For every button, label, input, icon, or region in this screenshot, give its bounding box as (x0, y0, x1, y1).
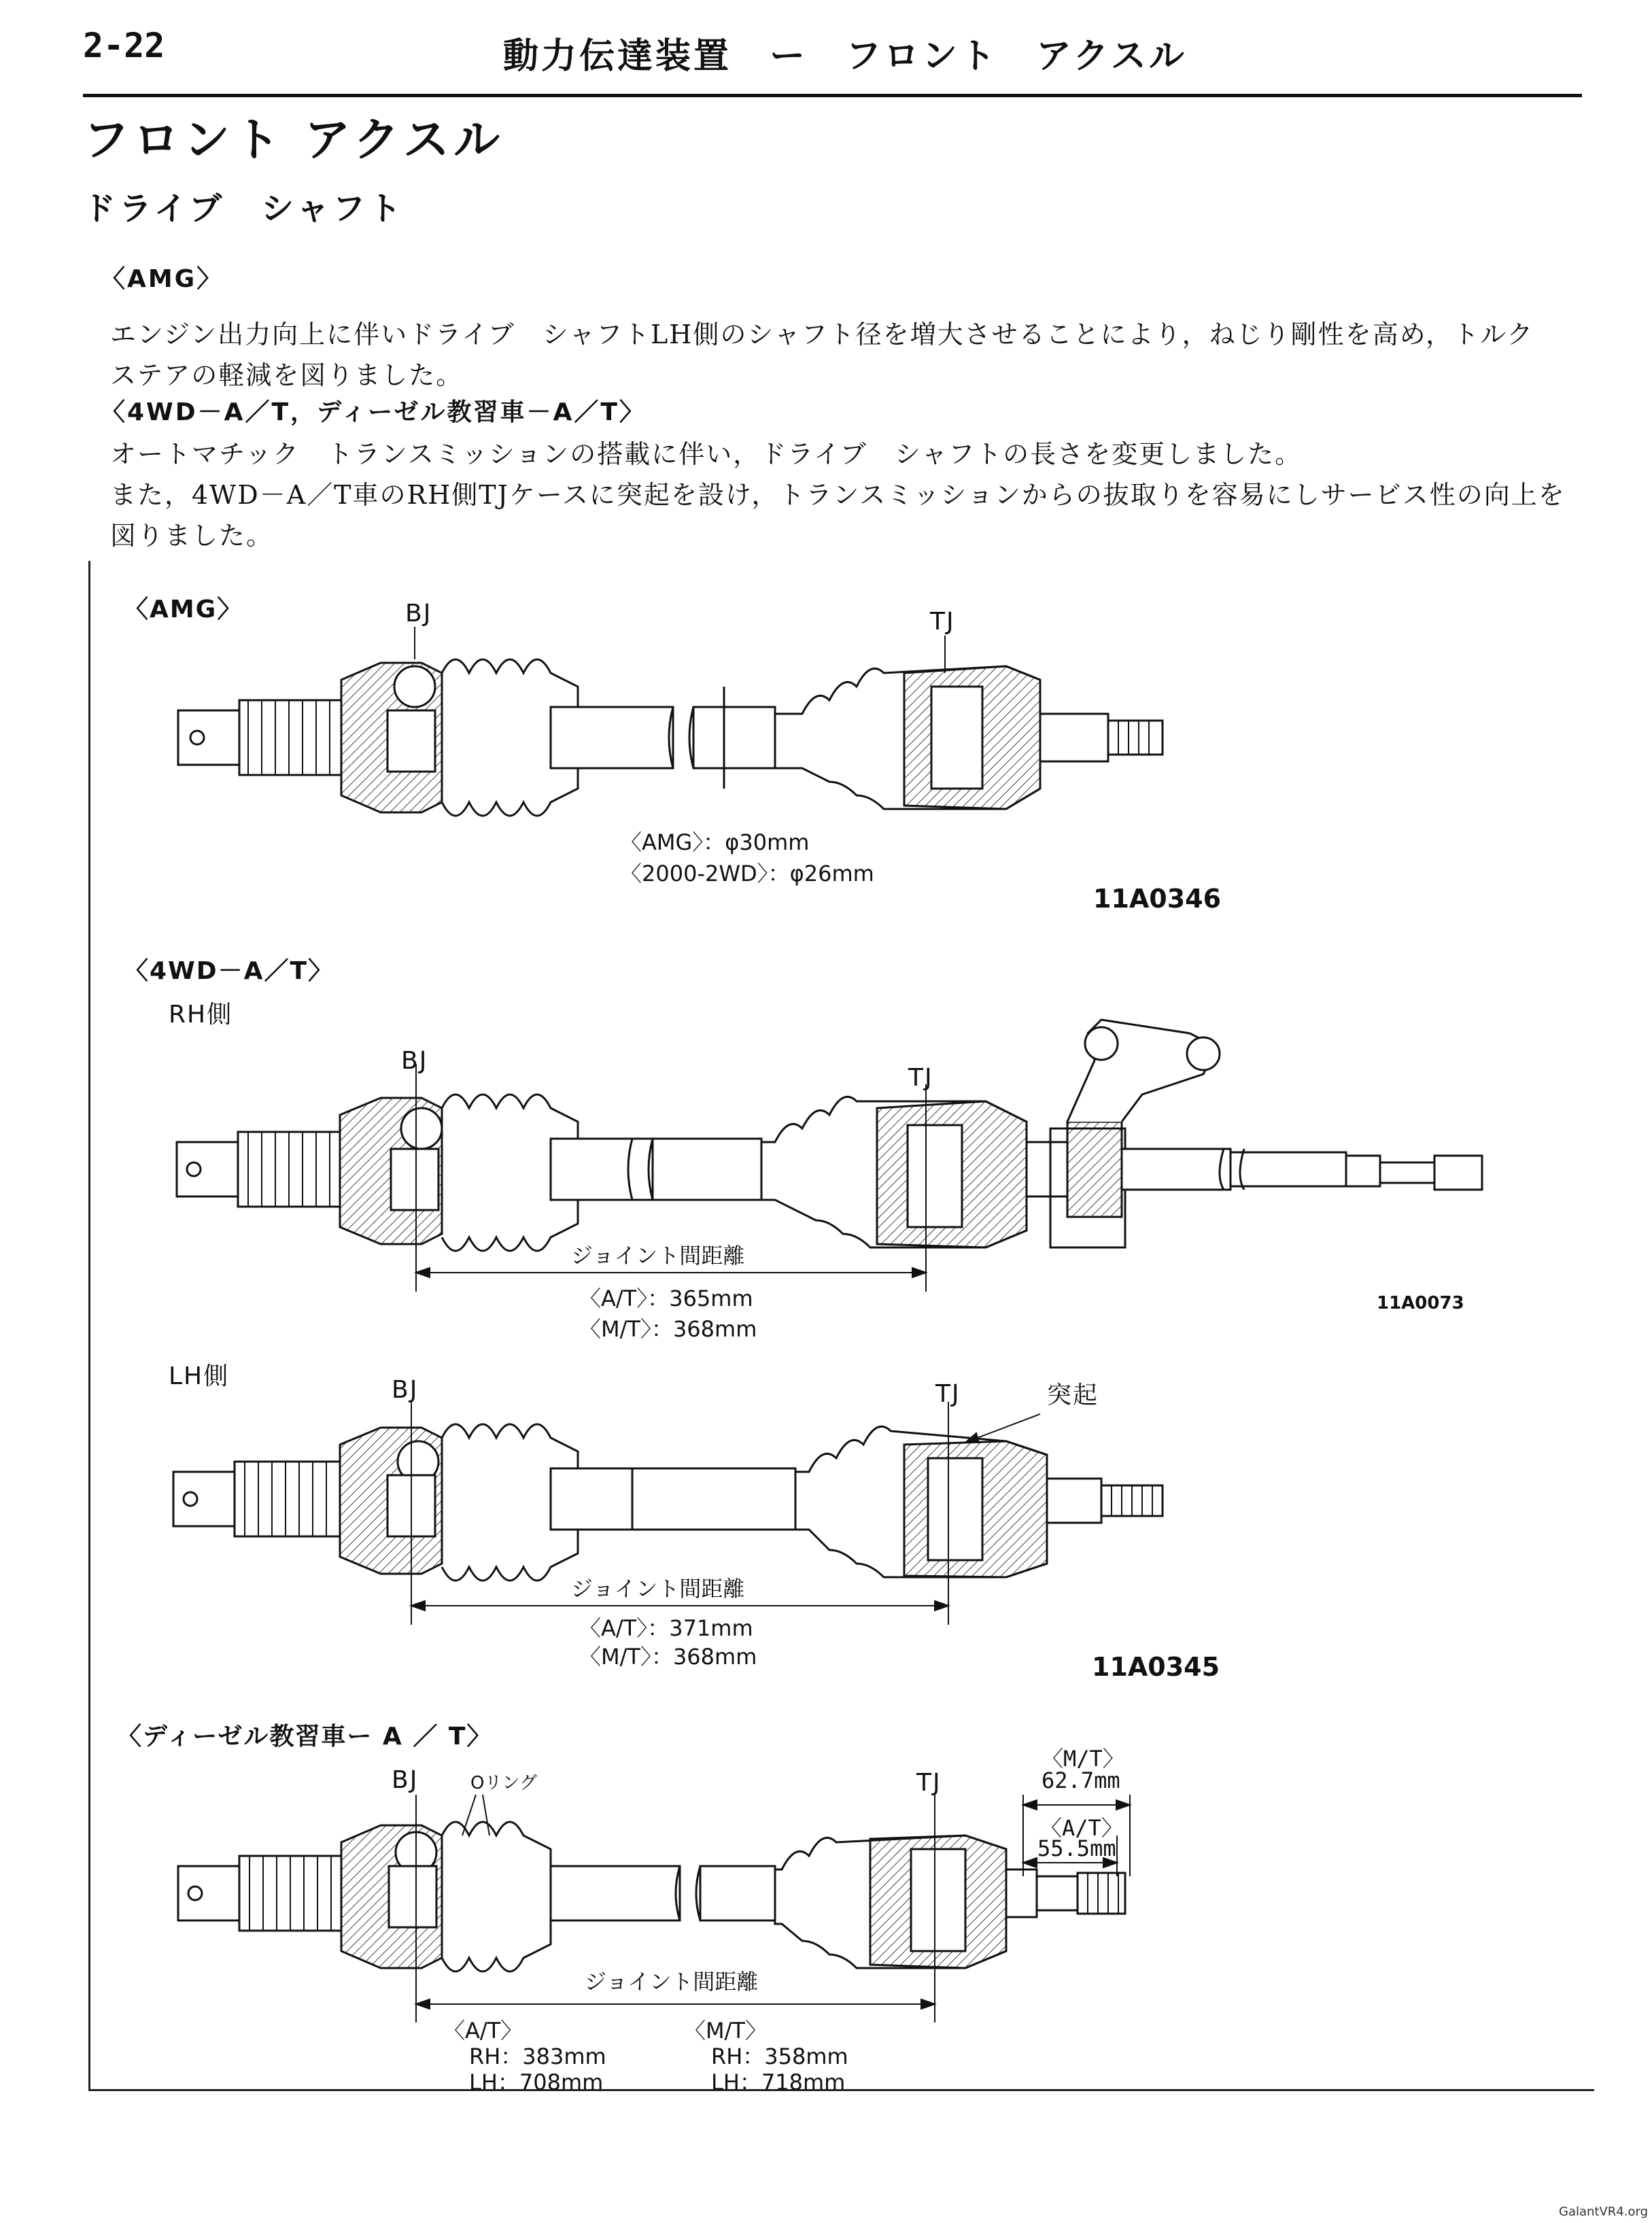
fig-diesel-label: 〈ディーゼル教習車ー A ／ T〉 (117, 1723, 493, 1751)
fig-diesel-mt-top: 〈M/T〉 (1042, 1746, 1124, 1772)
fig-lh-at-length: 〈A/T〉：371mm (579, 1615, 753, 1641)
shaft-lh (173, 1424, 1163, 1581)
fig-rh-side: RH側 (169, 1001, 233, 1029)
watermark: GalantVR4.org (1559, 2205, 1648, 2219)
fig-diesel-tj: TJ (916, 1769, 942, 1797)
fig-diesel-at-len: 55.5mm (1037, 1836, 1116, 1861)
fig-amg-tj: TJ (930, 608, 955, 636)
fig-rh-joint-distance: ジョイント間距離 (571, 1243, 745, 1269)
fig-lh-code: 11A0345 (1092, 1652, 1220, 1682)
fig-rh-at-length: 〈A/T〉：365mm (579, 1286, 753, 1311)
fig-lh-side: LH側 (169, 1362, 230, 1390)
fig-diesel-mt-rh: RH：358mm (711, 2044, 848, 2069)
shaft-diesel (178, 1822, 1125, 1971)
fig-diesel-at-head: 〈A/T〉 (443, 2018, 523, 2044)
running-title: 動力伝達装置 ー フロント アクスル (503, 36, 1187, 77)
fig-diesel-mt-len: 62.7mm (1042, 1768, 1120, 1793)
fig-diesel-at-lh: LH：708mm (469, 2069, 604, 2095)
at-paragraph-1: オートマチック トランスミッションの搭載に伴い，ドライブ シャフトの長さを変更しました。 (110, 439, 1303, 469)
fig-lh-bj: BJ (392, 1376, 419, 1404)
fig-rh-code: 11A0073 (1377, 1293, 1464, 1313)
shaft-rh (177, 1020, 1482, 1251)
fig-lh-tj: TJ (935, 1380, 961, 1408)
fig-diesel-mt-lh: LH：718mm (711, 2069, 846, 2095)
fig-diesel-at-rh: RH：383mm (469, 2044, 606, 2069)
fig-rh-bj: BJ (401, 1047, 428, 1075)
shaft-amg (178, 659, 1163, 816)
fig-diesel-bj: BJ (392, 1766, 419, 1794)
fig-amg-diameter-amg: 〈AMG〉：φ30mm (620, 829, 810, 855)
fig-diesel-o-ring: Oリング (470, 1773, 537, 1793)
fig-4wd-label: 〈4WD－A／T〉 (124, 957, 334, 985)
amg-label-lines (415, 627, 945, 673)
page-number: 2-22 (83, 26, 165, 65)
fig-lh-protrusion: 突起 (1047, 1381, 1099, 1409)
fig-amg-bj: BJ (405, 600, 432, 627)
fig-lh-joint-distance: ジョイント間距離 (571, 1576, 745, 1602)
fig-amg-diameter-2wd: 〈2000-2WD〉：φ26mm (620, 861, 874, 886)
amg-heading: 〈AMG〉 (101, 265, 224, 293)
fig-rh-tj: TJ (908, 1064, 933, 1092)
fig-diesel-joint-distance: ジョイント間距離 (585, 1969, 759, 1995)
fig-diesel-mt-head: 〈M/T〉 (684, 2018, 767, 2044)
fig-lh-mt-length: 〈M/T〉：368mm (579, 1644, 757, 1670)
at-heading: 〈4WD－A／T，ディーゼル教習車－A／T〉 (101, 398, 646, 426)
fig-amg-label: 〈AMG〉 (124, 596, 243, 623)
amg-paragraph: エンジン出力向上に伴いドライブ シャフトLH側のシャフト径を増大させることにより，ねじり剛性を高め，トルク ステアの軽減を図りました。 (110, 320, 1562, 390)
fig-amg-code: 11A0346 (1093, 884, 1222, 914)
subsection-title: ドライブ シャフト (83, 190, 405, 228)
at-paragraph-2: また，4WD－A／T車のRH側TJケースに突起を設け，トランスミッションからの抜取りを容易にしサービス性の向上を図りました。 (110, 480, 1566, 551)
section-title: フロント アクスル (83, 114, 504, 167)
fig-diesel-at-top: 〈A/T〉 (1040, 1815, 1123, 1841)
fig-rh-mt-length: 〈M/T〉：368mm (579, 1316, 757, 1342)
